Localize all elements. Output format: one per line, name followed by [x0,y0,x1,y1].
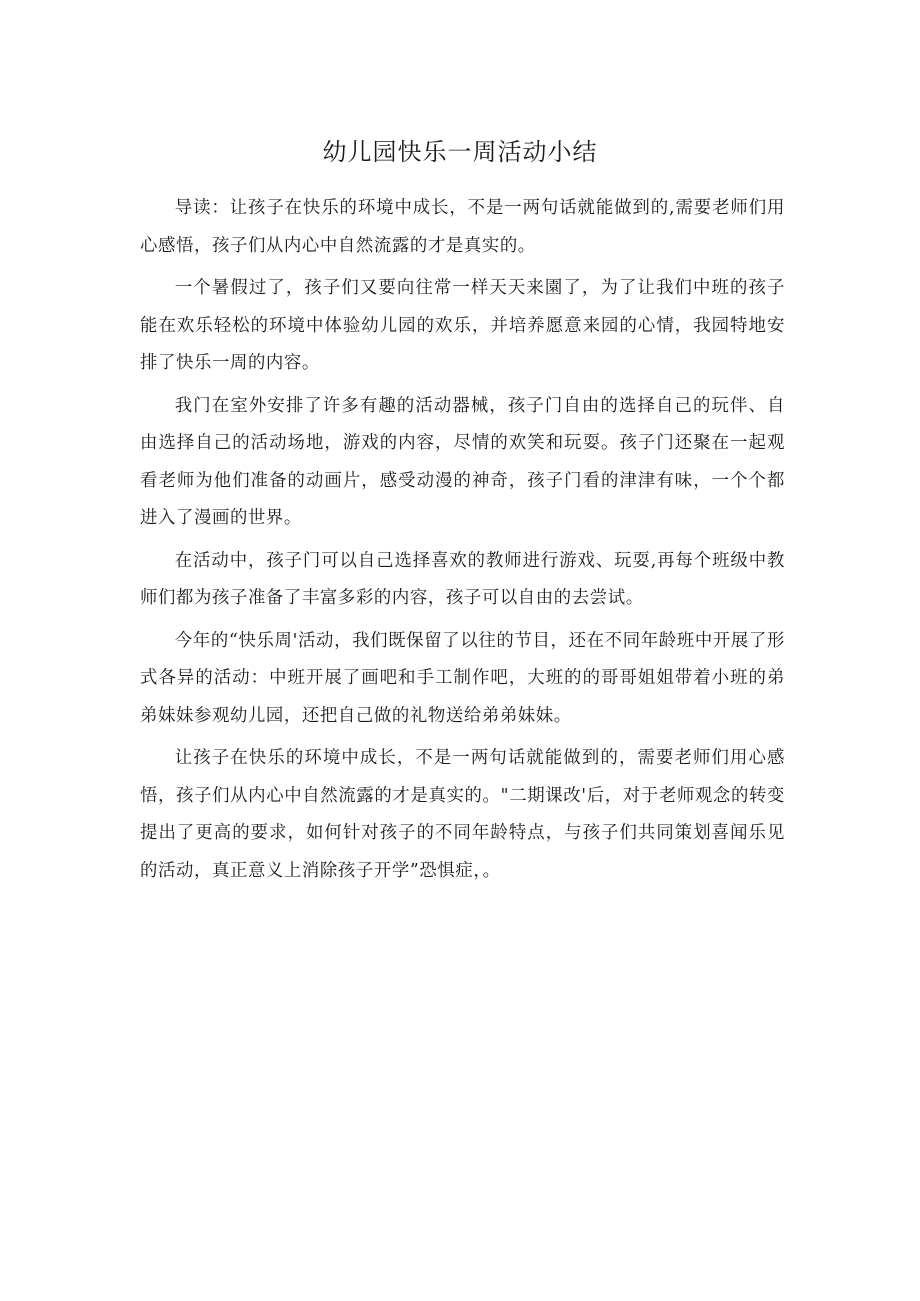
paragraph-summer: 一个暑假过了，孩子们又要向往常一样天天来園了，为了让我们中班的孩子能在欢乐轻松的环境中体验幼儿园的欢乐，并培养愿意来园的心情，我园特地安排了快乐一周的内容。 [140,278,785,373]
paragraph-conclusion: 让孩子在快乐的环境中成长，不是一两句话就能做到的，需要老师们用心感悟，孩子们从内心中自然流露的才是真实的。"二期课改'后，对于老师观念的转变提出了更高的要求，如何针对孩子的不同年龄特点，与孩子们共同策划喜闻乐见的活动，真正意义上消除孩子开学”恐惧症，。 [140,748,785,881]
page-title: 幼儿园快乐一周活动小结 [322,138,598,166]
paragraph-outdoor-activities: 我门在室外安排了许多有趣的活动器械，孩子门自由的选择自己的玩伴、自由选择自己的活动场地，游戏的内容，尽情的欢笑和玩耍。孩子门还聚在一起观看老师为他们准备的动画片，感受动漫的神奇，孩子门看的津津有味，一个个都进入了漫画的世界。 [140,395,785,528]
paragraph-happy-week: 今年的“快乐周'活动，我们既保留了以往的节目，还在不同年龄班中开展了形式各异的活动：中班开展了画吧和手工制作吧，大班的的哥哥姐姐带着小班的弟弟妹妹参观幼儿园，还把自己做的礼物送给弟弟妹妹。 [140,630,785,726]
document-body [140,190,785,895]
paragraph-intro: 导读：让孩子在快乐的环境中成长，不是一两句话就能做到的,需要老师们用心感悟，孩子们从内心中自然流露的才是真实的。 [140,198,785,256]
paragraph-teacher-choice: 在活动中，孩子门可以自己选择喜欢的教师进行游戏、玩耍,再每个班级中教师们都为孩子准备了丰富多彩的内容，孩子可以自由的去尝试。 [140,550,785,608]
